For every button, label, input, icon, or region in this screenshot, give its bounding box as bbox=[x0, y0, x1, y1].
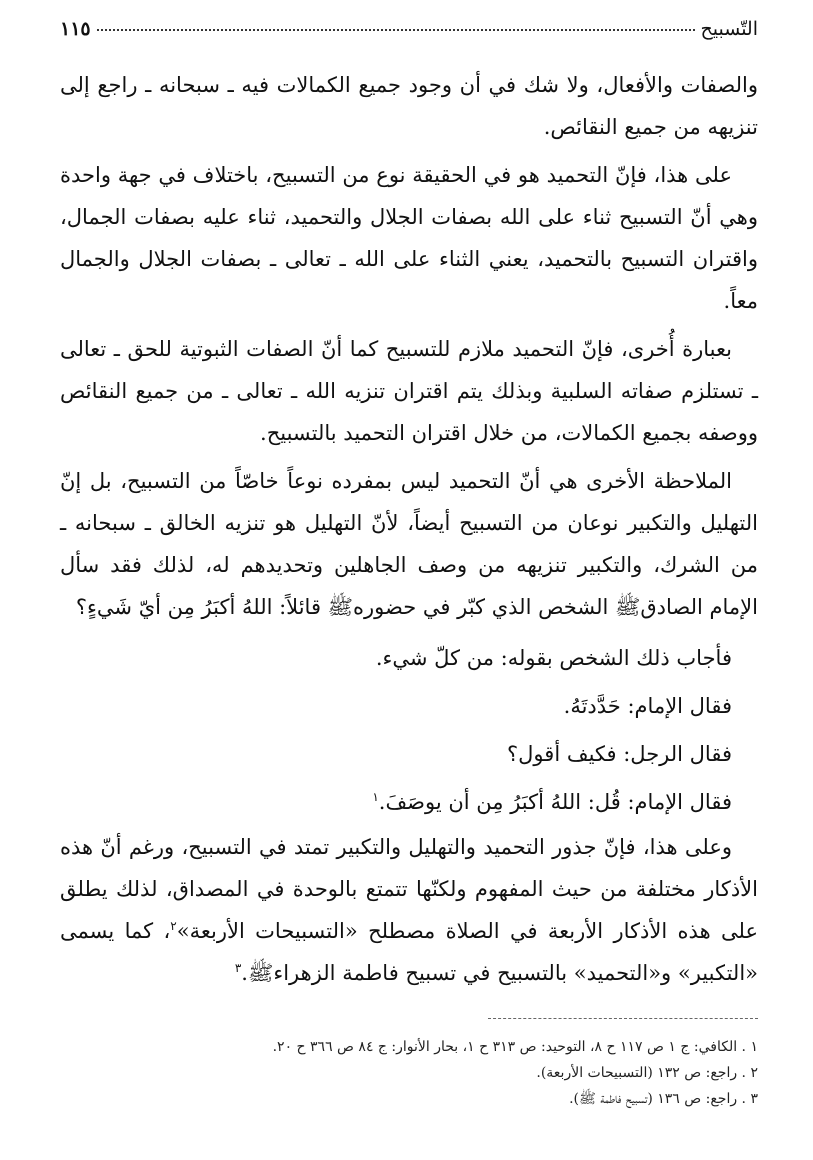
running-title: التّسبيح bbox=[700, 18, 758, 40]
dialogue-line-3: فقال الرجل: فكيف أقول؟ bbox=[507, 742, 732, 766]
footnotes bbox=[60, 1018, 758, 1112]
footnote-divider bbox=[488, 1018, 758, 1020]
footnote-ref-1[interactable]: ١ bbox=[372, 790, 379, 804]
dialogue-line-4-text: فقال الإمام: قُل: اللهُ أكبَرُ مِن أن يوصَفَ. bbox=[378, 790, 732, 814]
page bbox=[60, 18, 758, 1140]
paragraph-5-part-a: وعلى هذا، فإنّ جذور التحميد والتهليل والتكبير تمتد في التسبيح، ورغم أنّ هذه الأذكار مختلفة من حيث المفهوم ولكنّها تتمتع بالوحدة في المصداق، لذلك يطلق على هذه الأذكار الأربعة في الصلاة مصطلح «التسبيحات الأربعة» bbox=[60, 835, 759, 943]
paragraph-4: الملاحظة الأخرى هي أنّ التحميد ليس بمفرده نوعاً خاصّاً من التسبيح، بل إنّ التهليل والتكبير نوعان من التسبيح أيضاً، لأنّ التهليل هو تنزيه الخالق ـ سبحانه ـ من الشرك، والتكبير تنزيهه من وصف الجاهلين وتحديدهم له، لذلك فقد سأل الإمام الصادقﷺ الشخص الذي كبّر في حضورهﷺ قائلاً: اللهُ أكبَرُ مِن أيّ شَيءٍ؟ bbox=[60, 469, 758, 619]
footnote-1: ١ . الكافي: ج ١ ص ١١٧ ح ٨، التوحيد: ص ٣١٣ ح ١، بحار الأنوار: ج ٨٤ ص ٣٦٦ ح ٢٠. bbox=[272, 1039, 758, 1055]
page-number: ١١٥ bbox=[60, 18, 91, 40]
footnote-ref-3[interactable]: ٣ bbox=[234, 961, 242, 975]
paragraph-5-part-b: ، كما يسمى «التكبير» و«التحميد» بالتسبيح في تسبيح فاطمة الزهراءﷺ. bbox=[60, 919, 758, 985]
paragraph-1: والصفات والأفعال، ولا شك في أن وجود جميع الكمالات فيه ـ سبحانه ـ راجع إلى تنزيهه من جميع النقائص. bbox=[60, 73, 758, 139]
paragraph-2: على هذا، فإنّ التحميد هو في الحقيقة نوع من التسبيح، باختلاف في جهة واحدة وهي أنّ التسبيح ثناء على الله بصفات الجلال والتحميد، ثناء عليه بصفات الجمال، واقتران التسبيح بالتحميد، يعني الثناء على الله ـ تعالى ـ بصفات الجلال والجمال معاً. bbox=[60, 163, 758, 313]
footnote-3: ٣ . راجع: ص ١٣٦ (تسبيح فاطمة ﷺ). bbox=[569, 1091, 758, 1107]
paragraph-3: بعبارة أُخرى، فإنّ التحميد ملازم للتسبيح كما أنّ الصفات الثبوتية للحق ـ تعالى ـ تستلزم صفاته السلبية وبذلك يتم اقتران تنزيه الله ـ تعالى ـ من جميع النقائص ووصفه بجميع الكمالات، من خلال اقتران التحميد بالتسبيح. bbox=[60, 337, 758, 445]
footnote-2: ٢ . راجع: ص ١٣٢ (التسبيحات الأربعة). bbox=[536, 1065, 758, 1081]
body-text bbox=[60, 64, 758, 994]
footnote-ref-2[interactable]: ٢ bbox=[170, 919, 177, 933]
dialogue-line-2: فقال الإمام: حَدَّدتَهُ. bbox=[563, 694, 732, 718]
header-dot-leader bbox=[97, 29, 695, 31]
dialogue-line-4 bbox=[60, 778, 758, 826]
running-header bbox=[60, 18, 758, 58]
paragraph-5 bbox=[60, 826, 758, 994]
dialogue-line-1: فأجاب ذلك الشخص بقوله: من كلّ شيء. bbox=[375, 646, 732, 670]
